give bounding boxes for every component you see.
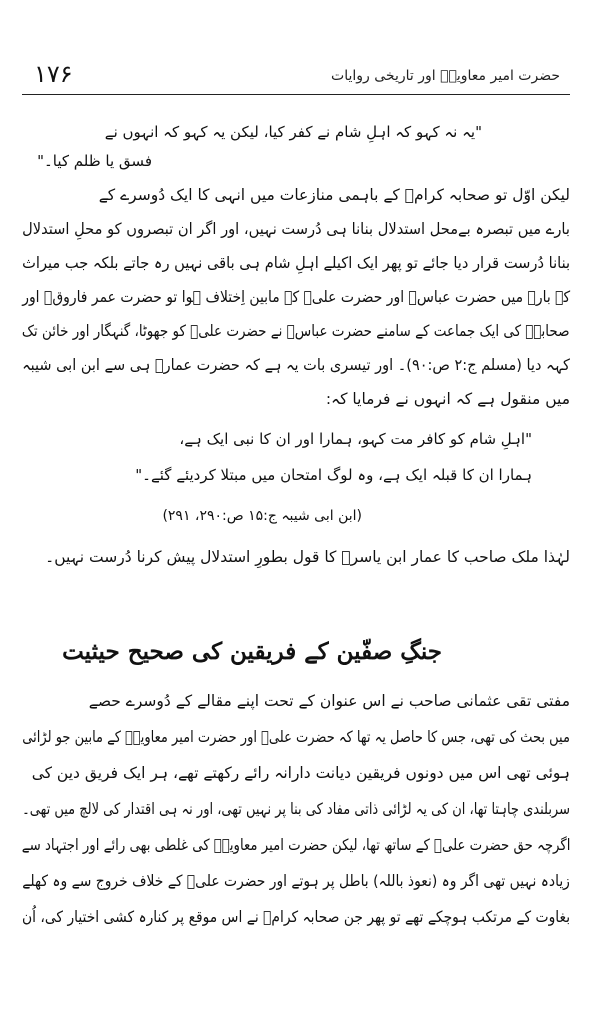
paragraph-line: مفتی تقی عثمانی صاحب نے اس عنوان کے تحت اپنے مقالے کے دُوسرے حصے: [88, 692, 570, 710]
paragraph-line: صحابہؓ کی ایک جماعت کے سامنے حضرت عباسؓ نے حضرت علیؓ کو جھوٹا، گنہگار اور خائن تک: [22, 322, 570, 340]
paragraph-line: لیکن اوّل تو صحابہ کرامؓ کے باہمی منازعات میں انہی کا ایک دُوسرے کے: [98, 186, 570, 204]
page-number: ۱۷۶: [34, 60, 73, 88]
paragraph-line: کے بارے میں حضرت عباسؓ اور حضرت علیؓ کے مابین اِختلاف ہوا تو حضرت عمر فاروقؓ اور: [22, 288, 570, 306]
page-header: [22, 58, 570, 95]
paragraph-line: لہٰذا ملک صاحب کا عمار ابن یاسرؓ کا قول بطورِ استدلال پیش کرنا دُرست نہیں۔: [45, 548, 570, 566]
section-heading: جنگِ صفّین کے فریقین کی صحیح حیثیت: [62, 638, 442, 665]
quote-line: ہمارا ان کا قبلہ ایک ہے، وہ لوگ امتحان میں مبتلا کردیئے گئے۔": [135, 466, 532, 484]
paragraph-line: میں بحث کی تھی، جس کا حاصل یہ تھا کہ حضرت علیؓ اور حضرت امیر معاویہؓ کے مابین جو لڑائی: [22, 728, 570, 746]
paragraph-line: کہہ دیا (مسلم ج:۲ ص:۹۰)۔ اور تیسری بات یہ ہے کہ حضرت عمارؓ ہی سے ابن ابی شیبہ: [22, 356, 570, 374]
paragraph-line: اگرچہ حق حضرت علیؓ کے ساتھ تھا، لیکن حضرت امیر معاویہؓ کی غلطی بھی رائے اور اجتہاد سے: [21, 836, 570, 854]
quote-line: "یہ نہ کہو کہ اہلِ شام نے کفر کیا، لیکن یہ کہو کہ انہوں نے: [104, 123, 482, 141]
paragraph-line: میں منقول ہے کہ انہوں نے فرمایا کہ:: [325, 390, 570, 408]
paragraph-line: زیادہ نہیں تھی اگر وہ (نعوذ باللہ) باطل پر ہوتے اور حضرت علیؓ کے خلاف خروج سے وہ کھلے: [22, 872, 570, 890]
quote-line: "اہلِ شام کو کافر مت کہو، ہمارا اور ان کا نبی ایک ہے،: [179, 430, 532, 448]
citation: (ابن ابی شیبہ ج:۱۵ ص:۲۹۰، ۲۹۱): [162, 508, 362, 524]
paragraph-line: بنانا دُرست قرار دیا جائے تو پھر ایک اکیلے اہلِ شام ہی باقی نہیں رہ جاتے بلکہ جب میراث: [22, 254, 570, 272]
paragraph-line: بغاوت کے مرتکب ہوچکے تھے تو پھر جن صحابہ کرامؓ نے اس موقع پر کنارہ کشی اختیار کی، اُن: [21, 908, 570, 926]
running-title: حضرت امیر معاویہؓ اور تاریخی روایات: [331, 68, 560, 84]
paragraph-line: ہوئی تھی اس میں دونوں فریقین دیانت دارانہ رائے رکھتے تھے، ہر ایک فریق دین کی: [31, 764, 570, 782]
paragraph-line: بارے میں تبصرہ بےمحل استدلال بنانا ہی دُرست نہیں، اور اگر ان تبصروں کو محلِ استدلال: [22, 220, 570, 238]
quote-line: فسق یا ظلم کیا۔": [37, 152, 152, 170]
paragraph-line: سربلندی چاہتا تھا، ان کی یہ لڑائی ذاتی مفاد کی بنا پر نہیں تھی، اور نہ ہی اقتدار کی لالچ میں تھی۔: [22, 800, 570, 818]
